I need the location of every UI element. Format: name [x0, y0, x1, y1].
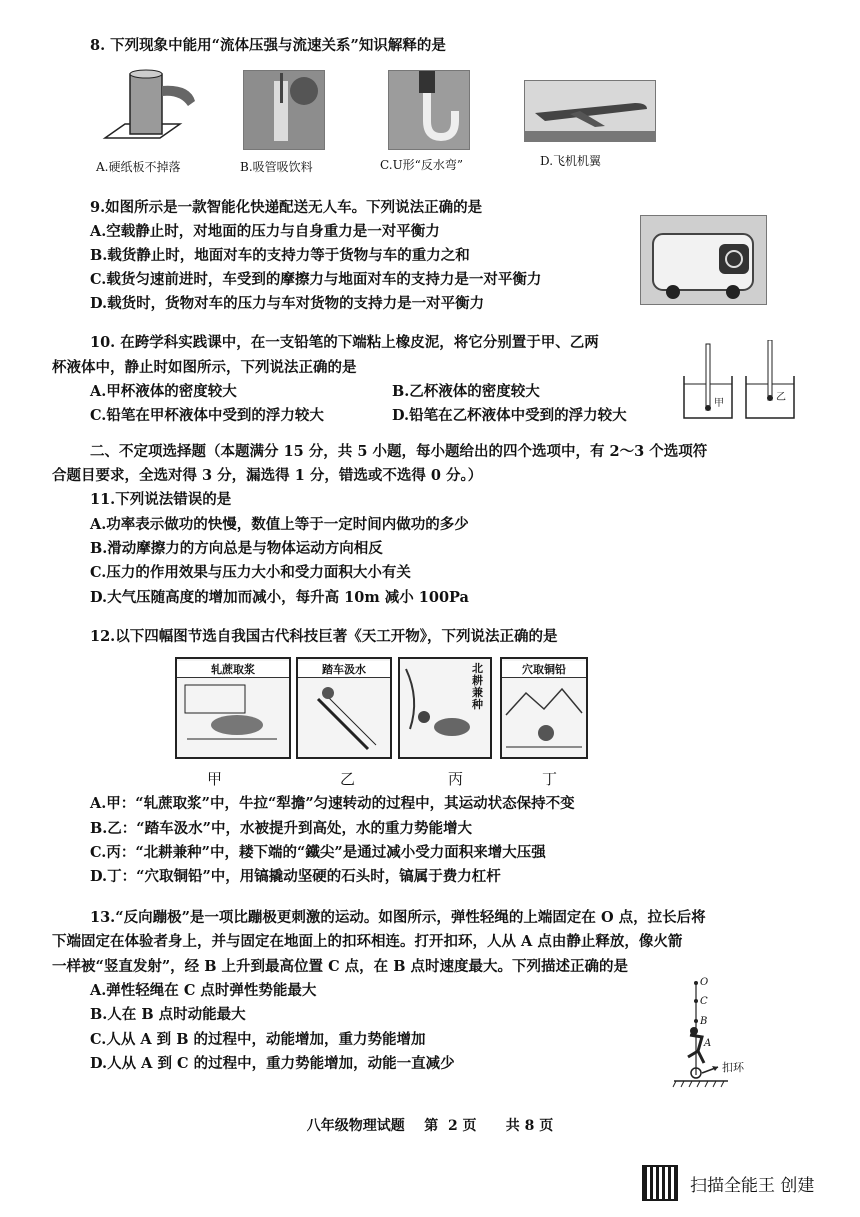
scanner-watermark — [642, 1165, 852, 1201]
q10-cup-label-jia: 甲 — [714, 398, 724, 409]
q12-panel-bing — [398, 657, 492, 759]
q12-panel-title-bing: 北耕兼种 — [472, 662, 483, 711]
q13-stem-line3: 一样被“竖直发射”，经 B 上升到最高位置 C 点，在 B 点时速度最大。下列描述正确的是 — [52, 958, 629, 975]
page-footer: 八年级物理试题 第 2 页 共 8 页 — [306, 1118, 554, 1134]
q10-option-a: A.甲杯液体的密度较大 — [90, 383, 237, 400]
q13-label-a: A — [704, 1038, 712, 1049]
q9-delivery-vehicle-image — [640, 215, 767, 305]
q9-option-a: A.空载静止时，对地面的压力与自身重力是一对平衡力 — [90, 223, 440, 240]
q12-panel-title-yi: 踏车汲水 — [298, 661, 390, 678]
q10-cup-label-yi: 乙 — [776, 392, 786, 403]
q11-stem: 11.下列说法错误的是 — [90, 491, 232, 508]
q12-option-c: C.丙：“北耕兼种”中，耧下端的“鐵尖”是通过减小受力面积来增大压强 — [90, 844, 546, 861]
q12-label-yi: 乙 — [340, 770, 356, 788]
q13-option-b: B.人在 B 点时动能最大 — [90, 1006, 246, 1023]
q12-option-d: D.丁：“穴取铜铅”中，用镐撬动坚硬的石头时，镐属于费力杠杆 — [90, 868, 501, 885]
q12-panel-ding — [500, 657, 588, 759]
q9-option-d: D.载货时，货物对车的压力与车对货物的支持力是一对平衡力 — [90, 295, 485, 312]
q10-stem-line2: 杯液体中，静止时如图所示，下列说法正确的是 — [52, 359, 357, 376]
q12-label-bing: 丙 — [448, 770, 464, 788]
q8-caption-d: D.飞机机翼 — [540, 154, 602, 168]
qr-code-icon — [642, 1165, 678, 1201]
q8-stem: 8. 下列现象中能用“流体压强与流速关系”知识解释的是 — [90, 37, 446, 54]
q13-label-o: O — [700, 977, 709, 988]
q8-figure-c — [388, 70, 470, 150]
q8-caption-a: A.硬纸板不掉落 — [96, 160, 181, 174]
q12-option-a: A.甲：“轧蔗取浆”中，牛拉“犁擔”匀速转动的过程中，其运动状态保持不变 — [90, 795, 575, 812]
q12-panel-title-jia: 轧蔗取浆 — [177, 661, 289, 678]
q12-stem: 12.以下四幅图节选自我国古代科技巨著《天工开物》，下列说法正确的是 — [90, 628, 558, 645]
q8-caption-c: C.U形“反水弯” — [380, 158, 463, 172]
section2-line2: 合题目要求，全选对得 3 分，漏选得 1 分，错选或不选得 0 分。） — [52, 467, 483, 484]
q9-option-c: C.载货匀速前进时，车受到的摩擦力与地面对车的支持力是一对平衡力 — [90, 271, 542, 288]
q10-cups-figure — [680, 340, 800, 422]
q12-option-b: B.乙：“踏车汲水”中，水被提升到高处，水的重力势能增大 — [90, 820, 472, 837]
q12-panel-jia — [175, 657, 291, 759]
q13-option-c: C.人从 A 到 B 的过程中，动能增加，重力势能增加 — [90, 1031, 426, 1048]
q8-figure-d — [524, 80, 656, 142]
q13-option-a: A.弹性轻绳在 C 点时弹性势能最大 — [90, 982, 317, 999]
q13-option-d: D.人从 A 到 C 的过程中，重力势能增加，动能一直减少 — [90, 1055, 455, 1072]
section2-line1: 二、不定项选择题（本题满分 15 分，共 5 小题，每小题给出的四个选项中，有 2～3 个选项符 — [90, 443, 708, 460]
q13-label-b: B — [700, 1016, 708, 1027]
q13-stem-line2: 下端固定在体验者身上，并与固定在地面上的扣环相连。打开扣环，人从 A 点由静止释放，像火箭 — [52, 933, 683, 950]
q11-option-b: B.滑动摩擦力的方向总是与物体运动方向相反 — [90, 540, 383, 557]
watermark-text: 扫描全能王 创建 — [690, 1176, 815, 1196]
q8-figure-b — [243, 70, 325, 150]
q13-label-c: C — [700, 996, 708, 1007]
q13-bungee-figure — [672, 975, 772, 1100]
q8-caption-b: B.吸管吸饮料 — [240, 160, 313, 174]
q13-label-buckle: 扣环 — [722, 1061, 744, 1074]
q12-panel-yi — [296, 657, 392, 759]
q10-option-c: C.铅笔在甲杯液体中受到的浮力较大 — [90, 407, 324, 424]
q11-option-c: C.压力的作用效果与压力大小和受力面积大小有关 — [90, 564, 411, 581]
q9-option-b: B.载货静止时，地面对车的支持力等于货物与车的重力之和 — [90, 247, 470, 264]
q10-option-b: B.乙杯液体的密度较大 — [392, 383, 540, 400]
q12-label-ding: 丁 — [542, 770, 558, 788]
q8-figure-a — [100, 66, 200, 152]
q11-option-d: D.大气压随高度的增加而减小，每升高 10m 减小 100Pa — [90, 589, 469, 606]
q13-stem-line1: 13.“反向蹦极”是一项比蹦极更刺激的运动。如图所示，弹性轻绳的上端固定在 O 点，拉长后将 — [90, 909, 706, 926]
q12-label-jia: 甲 — [207, 770, 223, 788]
q11-option-a: A.功率表示做功的快慢，数值上等于一定时间内做功的多少 — [90, 516, 469, 533]
q12-panel-title-ding: 穴取铜铅 — [502, 661, 586, 678]
q10-option-d: D.铅笔在乙杯液体中受到的浮力较大 — [392, 407, 627, 424]
q9-stem: 9.如图所示是一款智能化快递配送无人车。下列说法正确的是 — [90, 199, 483, 216]
q10-stem-line1: 10. 在跨学科实践课中，在一支铅笔的下端粘上橡皮泥，将它分别置于甲、乙两 — [90, 334, 599, 351]
